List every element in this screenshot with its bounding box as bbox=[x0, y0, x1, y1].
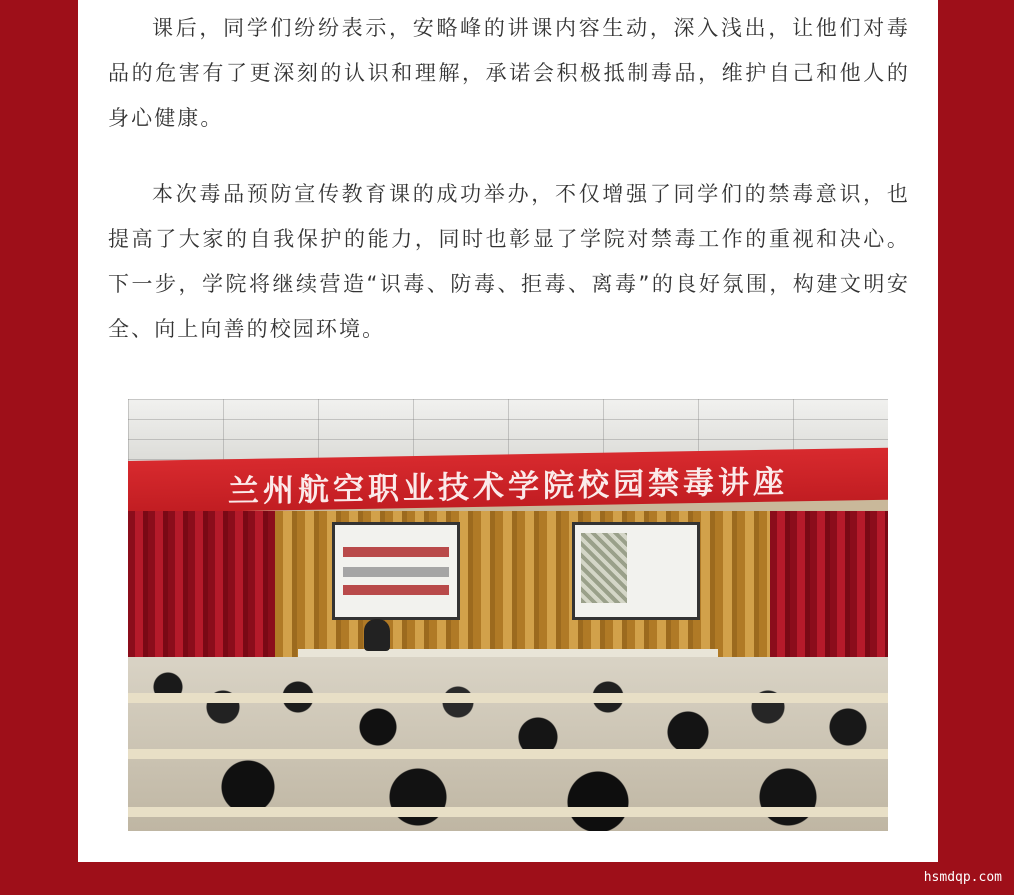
desk-row-2 bbox=[128, 749, 888, 759]
photo-curtain-right bbox=[770, 511, 888, 676]
article-paragraph-1: 课后，同学们纷纷表示，安略峰的讲课内容生动，深入浅出，让他们对毒品的危害有了更深刻的认识和理解，承诺会积极抵制毒品，维护自己和他人的身心健康。 bbox=[108, 16, 910, 130]
screen-right-image bbox=[581, 533, 627, 603]
photo-speaker bbox=[364, 619, 390, 651]
watermark: hsmdqp.com bbox=[923, 870, 1002, 885]
article-paragraph-2: 本次毒品预防宣传教育课的成功举办，不仅增强了同学们的禁毒意识，也提高了大家的自我保护的能力，同时也彰显了学院对禁毒工作的重视和决心。下一步，学院将继续营造“识毒、防毒、拒毒、离毒”的良好氛围，构建文明安全、向上向善的校园环境。 bbox=[108, 182, 910, 341]
photo-audience bbox=[128, 657, 888, 831]
lecture-photo bbox=[128, 399, 888, 831]
photo-banner-text: 兰州航空职业技术学院校园禁毒讲座 bbox=[228, 464, 788, 510]
projector-screen-left bbox=[332, 522, 460, 620]
desk-row-3 bbox=[128, 807, 888, 817]
projector-screen-right bbox=[572, 522, 700, 620]
screen-left-stripe-2 bbox=[343, 567, 449, 577]
desk-row-1 bbox=[128, 693, 888, 703]
screen-left-stripe bbox=[343, 547, 449, 557]
screen-left-stripe-3 bbox=[343, 585, 449, 595]
photo-curtain-left bbox=[128, 511, 275, 676]
article-card bbox=[78, 0, 938, 862]
